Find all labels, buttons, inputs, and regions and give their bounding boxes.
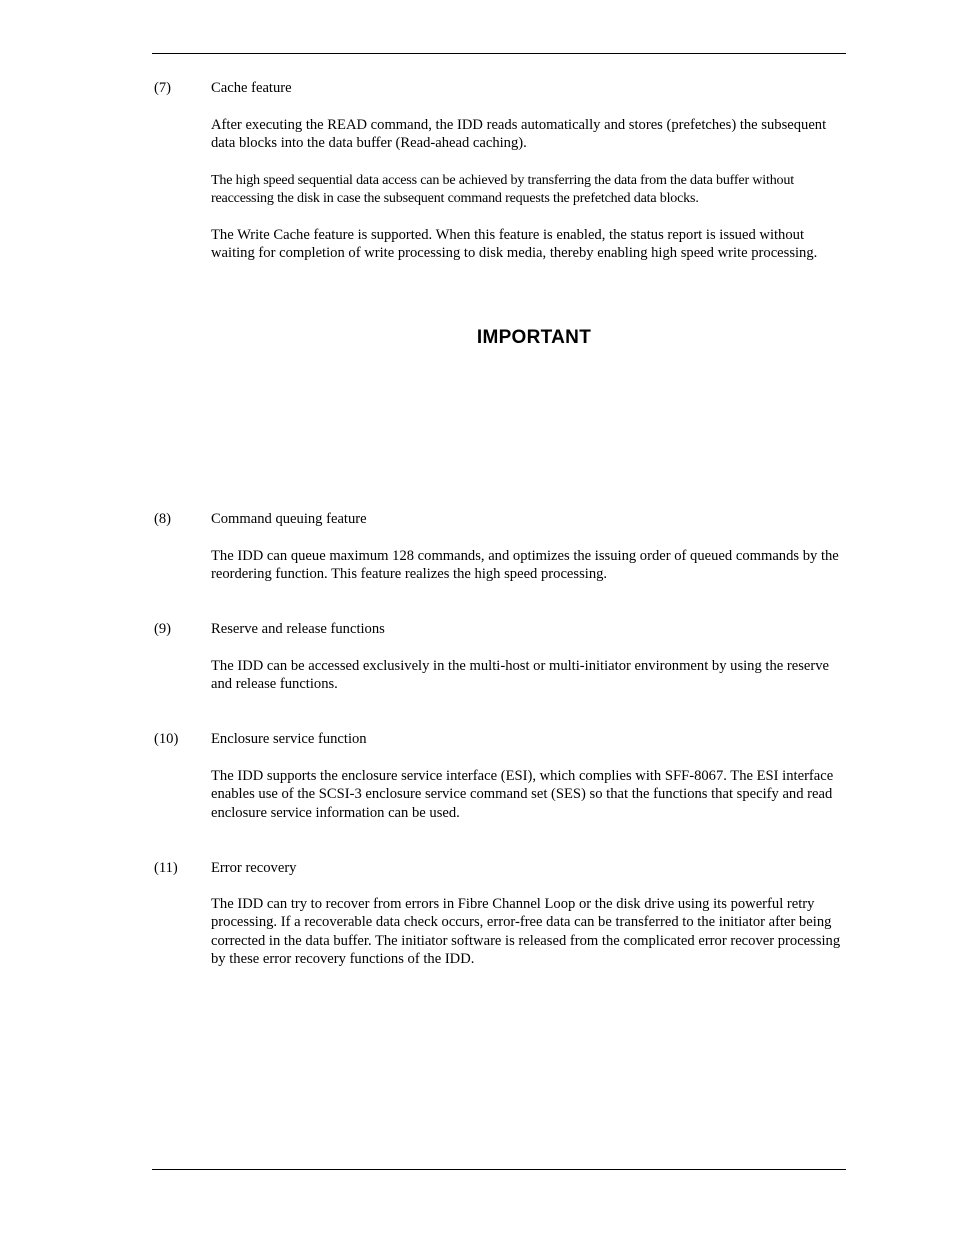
section-9-number: (9) xyxy=(154,621,172,637)
section-10-paragraph-1: The IDD supports the enclosure service interface (ESI), which complies with SFF-8067. The ESI interface enables use of the SCSI-3 enclosure service command set (SES) so that the functions that specify and read enclosure service information can be used. xyxy=(211,768,834,821)
section-7-paragraph-2: The high speed sequential data access can be achieved by transferring the data from the data buffer without reaccessing the disk in case the subsequent command requests the prefetched data blocks. xyxy=(211,172,794,207)
section-7-paragraph-1: After executing the READ command, the IDD reads automatically and stores (prefetches) the subsequent data blocks into the data buffer (Read-ahead caching). xyxy=(211,117,827,152)
section-10-title: Enclosure service function xyxy=(211,731,367,747)
bottom-rule xyxy=(152,1169,846,1170)
section-7-number: (7) xyxy=(154,80,172,96)
section-10-number: (10) xyxy=(154,731,179,747)
section-7-paragraph-3: The Write Cache feature is supported. When this feature is enabled, the status report is issued without waiting for completion of write processing to disk media, thereby enabling high speed write processing. xyxy=(211,227,818,262)
section-9-title: Reserve and release functions xyxy=(211,621,385,637)
important-heading: IMPORTANT xyxy=(476,327,592,348)
section-8-paragraph-1: The IDD can queue maximum 128 commands, and optimizes the issuing order of queued commands by the reordering function. This feature realizes the high speed processing. xyxy=(211,548,839,583)
section-9-paragraph-1: The IDD can be accessed exclusively in the multi-host or multi-initiator environment by using the reserve and release functions. xyxy=(211,658,830,693)
section-8-number: (8) xyxy=(154,511,172,527)
section-11-title: Error recovery xyxy=(211,860,297,876)
section-8-title: Command queuing feature xyxy=(211,511,367,527)
section-7-title: Cache feature xyxy=(211,80,292,96)
top-rule xyxy=(152,53,846,54)
section-11-paragraph-1: The IDD can try to recover from errors in Fibre Channel Loop or the disk drive using its powerful retry processing. If a recoverable data check occurs, error-free data can be transferred to the initiator after being corrected in the data buffer. The initiator software is released from the complicated error recover processing by these error recovery functions of the IDD. xyxy=(211,896,841,967)
section-11-number: (11) xyxy=(154,860,178,876)
